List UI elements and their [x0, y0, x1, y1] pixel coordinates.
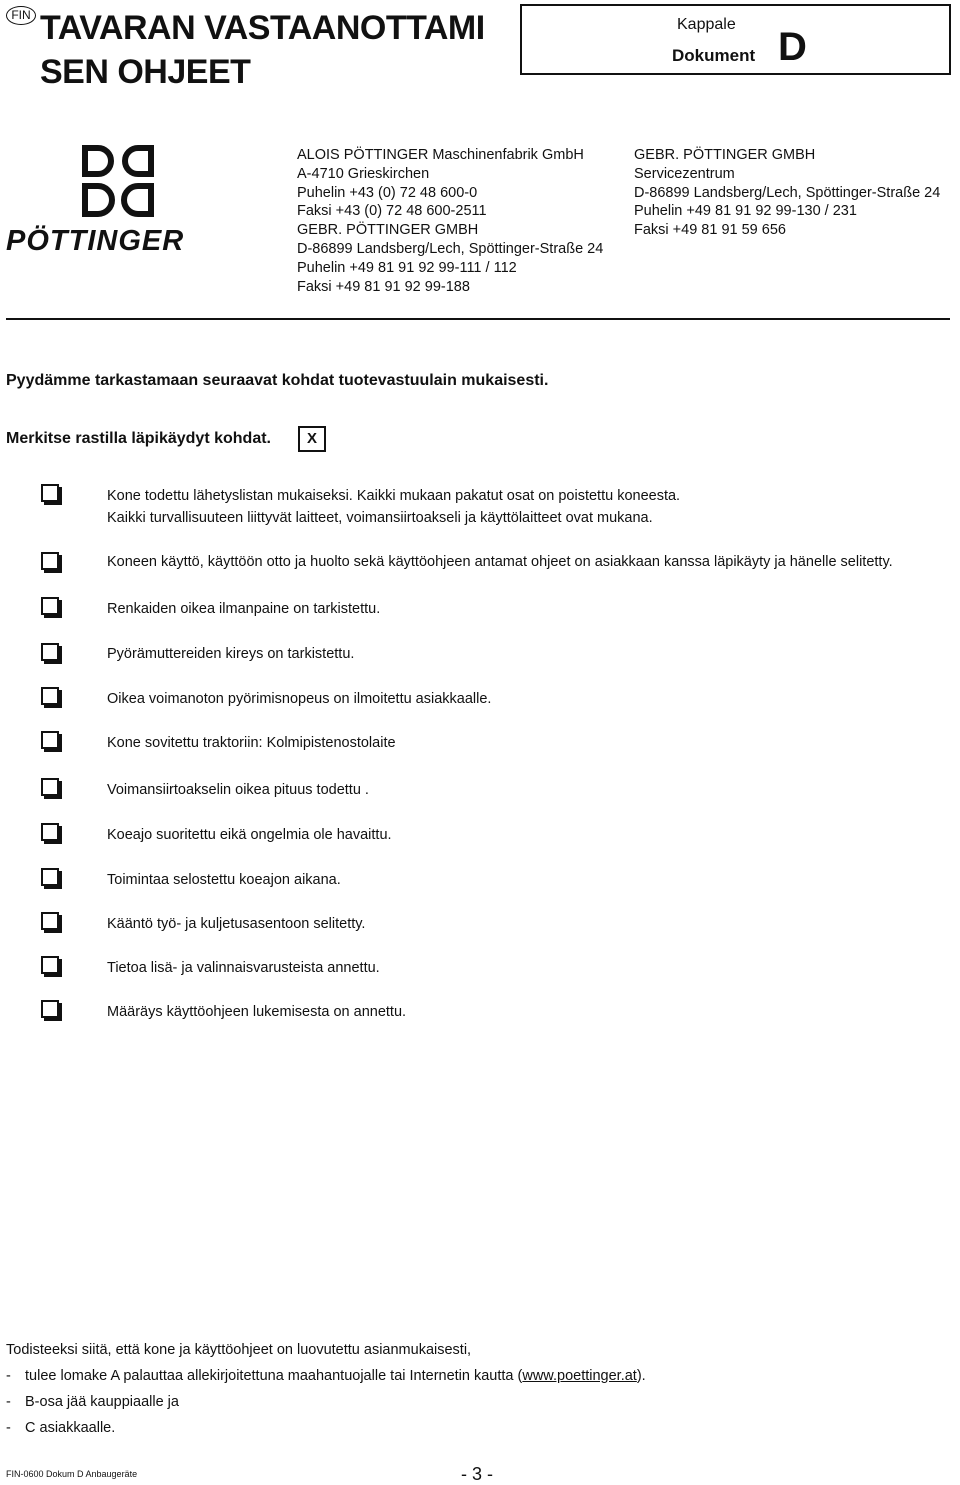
checklist-checkbox[interactable] — [41, 956, 59, 974]
footer-intro: Todisteeksi siitä, että kone ja käyttöohjeet on luovutettu asianmukaisesti, — [6, 1342, 472, 1358]
document-title — [40, 6, 485, 94]
dokument-letter: D — [778, 25, 807, 69]
list-dash: - — [6, 1394, 11, 1410]
checklist-item: Koneen käyttö, käyttöön otto ja huolto sekä käyttöohjeen antamat ohjeet on asiakkaan kanssa läpikäyty ja hänelle selitetty. — [107, 554, 893, 570]
checklist-checkbox[interactable] — [41, 597, 59, 615]
title-line-2: SEN OHJEET — [40, 53, 251, 91]
checklist-item: Toimintaa selostettu koeajon aikana. — [107, 872, 341, 888]
checklist-item: Koeajo suoritettu eikä ongelmia ole havaittu. — [107, 827, 392, 843]
dokument-label: Dokument — [672, 46, 756, 65]
address-line: D-86899 Landsberg/Lech, Spöttinger-Straße 24 — [297, 240, 604, 257]
example-checkbox: X — [298, 426, 326, 452]
checklist-checkbox[interactable] — [41, 484, 59, 502]
mark-instruction-text: Merkitse rastilla läpikäydyt kohdat. — [6, 430, 271, 447]
address-line: Puhelin +49 81 91 92 99-130 / 231 — [634, 203, 857, 220]
pottinger-logo-icon — [80, 144, 156, 220]
address-line: GEBR. PÖTTINGER GMBH — [297, 222, 479, 239]
footer-item-form-b: - B-osa jää kauppiaalle ja — [6, 1394, 179, 1410]
checklist-checkbox[interactable] — [41, 731, 59, 749]
address-line: ALOIS PÖTTINGER Maschinenfabrik GmbH — [297, 147, 584, 163]
address-line: GEBR. PÖTTINGER GMBH — [634, 147, 816, 163]
checklist-checkbox[interactable] — [41, 687, 59, 705]
list-dash: - — [6, 1420, 11, 1436]
footer-item-form-a: - tulee lomake A palauttaa allekirjoitettuna maahantuojalle tai Internetin kautta (www.poettinger.at). — [6, 1368, 646, 1384]
address-line: Faksi +43 (0) 72 48 600-2511 — [297, 203, 487, 220]
checklist-item: Voimansiirtoakselin oikea pituus todettu . — [107, 782, 369, 798]
header-divider — [6, 318, 950, 320]
language-badge: FIN — [6, 6, 36, 25]
checklist-item: Kone sovitettu traktoriin: Kolmipistenostolaite — [107, 735, 396, 751]
checklist-checkbox[interactable] — [41, 552, 59, 570]
footer-item-form-c: - C asiakkaalle. — [6, 1420, 116, 1436]
page-number: - 3 - — [461, 1464, 494, 1484]
title-line-1: TAVARAN VASTAANOTTAMI — [40, 9, 485, 47]
checklist-item: Pyörämuttereiden kireys on tarkistettu. — [107, 646, 355, 662]
checklist-item: Kääntö työ- ja kuljetusasentoon selitetty. — [107, 916, 366, 932]
logo-wordmark: PÖTTINGER — [6, 225, 185, 257]
checklist-item: Määräys käyttöohjeen lukemisesta on annettu. — [107, 1004, 407, 1020]
document-code: FIN-0600 Dokum D Anbaugeräte — [6, 1469, 138, 1479]
kappale-label: Kappale — [677, 16, 736, 33]
address-line: Servicezentrum — [634, 165, 735, 182]
address-line: Faksi +49 81 91 92 99-188 — [297, 278, 470, 295]
website-link[interactable]: www.poettinger.at — [522, 1368, 637, 1384]
checklist-checkbox[interactable] — [41, 1000, 59, 1018]
address-block-right — [634, 146, 940, 240]
checklist-checkbox[interactable] — [41, 912, 59, 930]
checklist-item: Renkaiden oikea ilmanpaine on tarkistettu. — [107, 601, 381, 617]
checklist-checkbox[interactable] — [41, 868, 59, 886]
checklist-item: Kone todettu lähetyslistan mukaiseksi. Kaikki mukaan pakatut osat on poistettu koneesta. Kaikki turvallisuuteen liittyvät laitteet, voimansiirtoakseli ja käyttölaitteet ovat mukana. — [107, 488, 681, 526]
address-line: Puhelin +49 81 91 92 99-111 / 112 — [297, 259, 517, 276]
list-dash: - — [6, 1368, 11, 1384]
address-line: Puhelin +43 (0) 72 48 600-0 — [297, 184, 478, 201]
checklist-checkbox[interactable] — [41, 823, 59, 841]
address-line: Faksi +49 81 91 59 656 — [634, 222, 786, 239]
checklist-item: Oikea voimanoton pyörimisnopeus on ilmoitettu asiakkaalle. — [107, 691, 492, 707]
document-type-box — [520, 4, 951, 75]
checklist-item: Tietoa lisä- ja valinnaisvarusteista annettu. — [107, 960, 380, 976]
address-line: D-86899 Landsberg/Lech, Spöttinger-Straße 24 — [634, 184, 941, 201]
address-block-left — [297, 146, 603, 296]
checklist-checkbox[interactable] — [41, 778, 59, 796]
instruction-text: Pyydämme tarkastamaan seuraavat kohdat tuotevastuulain mukaisesti. — [6, 372, 549, 389]
checklist-checkbox[interactable] — [41, 643, 59, 661]
address-line: A-4710 Grieskirchen — [297, 165, 430, 182]
